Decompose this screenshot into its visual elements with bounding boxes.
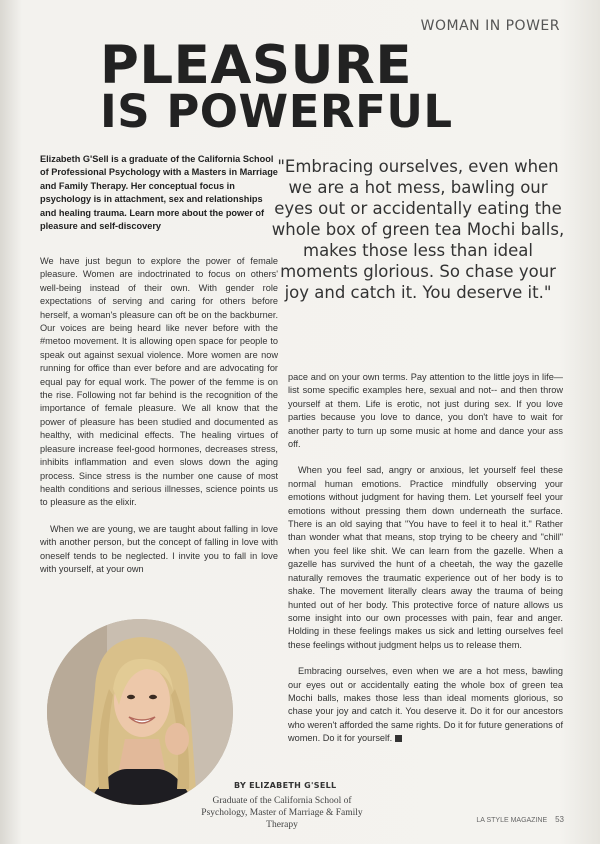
paragraph: When you feel sad, angry or anxious, let yourself feel these normal human emotions. Practice mindfully observing your emotions without judgment for having them. Let yourself feel your emotions without pressing them down underneath the surface. There is an old saying that "You have to feel it to heal it." Rather than wonder what that means, stop trying to be cheery and "chill" when you feel like shit. We can learn from the gazelle. When a gazelle has survived the hunt of a cheetah, the way the gazelle naturally removes the traumatic experience out of her body is to shake. The movement literally clears away the trauma of being hunted out of her body. This protective force of nature allows us some insight into our own processes with pain, fear and anger. Holding in these feelings makes us sick and letting ourselves feel these feelings without judgment helps us to release them. <box>288 465 563 650</box>
paragraph: When we are young, we are taught about falling in love with another person, but the concept of falling in love with oneself tends to be neglected. I invite you to fall in love with yourself, at your own <box>40 523 278 574</box>
pull-quote: "Embracing ourselves, even when we are a hot mess, bawling our eyes out or accidentally eating the whole box of green tea Mochi balls, makes those less than ideal moments glorious. So chase your joy and catch it. You deserve it." <box>271 157 565 302</box>
intro-text: Elizabeth G'Sell is a graduate of the California School of Professional Psychology with a Masters in Marriage and Family Therapy. Her conceptual focus in psychology is in attachment, sex and relationships and healing trauma. Learn more about the power of pleasure and self-discovery <box>40 154 278 232</box>
page-footer <box>476 815 564 824</box>
byline: BY ELIZABETH G'SELL <box>234 781 337 790</box>
end-mark-icon <box>395 735 402 742</box>
headline-line-2: IS POWERFUL <box>100 84 453 138</box>
paragraph: pace and on your own terms. Pay attention to the little joys in life—list some specific examples here, sexual and not-- and then throw yourself at them. Life is erotic, not just during sex. If you love parties because you love to dance, you don't have to wait for another party to turn up some music at home and dance your ass off. <box>288 372 563 450</box>
paragraph <box>288 665 563 745</box>
headline-line-1: PLEASURE <box>100 35 413 96</box>
right-column <box>288 371 563 759</box>
paragraph-text: Embracing ourselves, even when we are a hot mess, bawling our eyes out or accidentally eating the whole box of green tea Mochi balls, makes those less than ideal moments glorious, so chase your joy and catch it. You deserve it. Do it for our ancestors who weren't afforded the same rights. Do it for future generations of women. Do it for yourself. <box>288 666 563 744</box>
author-credit: Graduate of the California School of Psychology, Master of Marriage & Family Therapy <box>201 796 363 830</box>
page-number: 53 <box>555 815 564 824</box>
paragraph: We have just begun to explore the power of female pleasure. Women are indoctrinated to focus on others' well-being instead of their own. With gender role expectations of serving and caring for others before herself, a woman's pleasure can oft be on the backburner. Our voices are being heard like never before with the #metoo movement. It is allowing open space for people to speak out against sexual violence. More women are now running for office than ever before and are advocating for equal pay for equal work. The power of the femme is on the rise. Following not far behind is the recognition of the importance of female pleasure. We all know that the power of pleasure has been studied and documented as healthy, with medicinal effects. The healing virtues of pleasure increase feel-good hormones, decreases stress, inhibits inflammation and even slows down the aging process. Since stress is the number one cause of most health conditions and serious illnesses, science points us to pleasure as the elixir. <box>40 256 278 508</box>
author-photo <box>47 619 233 805</box>
left-column <box>40 255 278 589</box>
section-label: WOMAN IN POWER <box>420 18 560 34</box>
headline <box>100 35 453 138</box>
magazine-name: LA STYLE MAGAZINE <box>476 817 548 824</box>
author-portrait-icon <box>47 619 233 805</box>
